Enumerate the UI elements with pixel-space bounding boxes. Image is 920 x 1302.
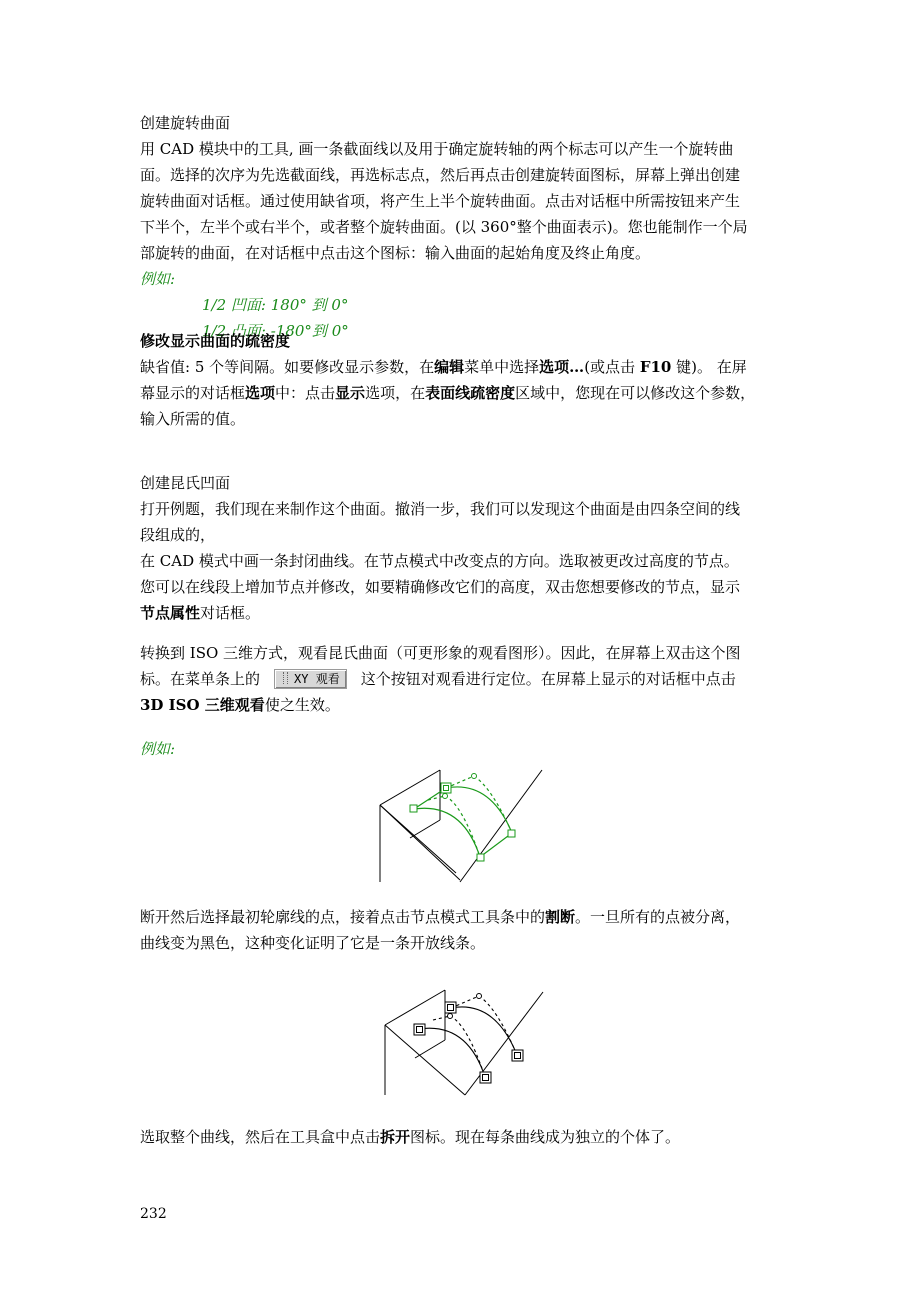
xy-view-button-label: XY 观看 bbox=[294, 672, 340, 686]
section-explode-curve bbox=[140, 1124, 785, 1150]
text: (或点击 bbox=[584, 358, 640, 376]
paragraph-line bbox=[140, 600, 785, 626]
text: 菜单中选择 bbox=[464, 358, 540, 376]
text: 缺省值: 5 个等间隔。如要修改显示参数，在 bbox=[140, 358, 435, 376]
green-curves bbox=[414, 776, 512, 857]
text: 这个按钮对观看进行定位。在屏幕上显示的对话框中点击 bbox=[360, 670, 736, 688]
section-title: 创建昆氏凹面 bbox=[140, 474, 231, 492]
example-concave: 1/2 凹面: 180° 到 0° bbox=[202, 296, 349, 314]
paragraph-line: 下半个，左半个或右半个，或者整个旋转曲面。(以 360°整个曲面表示)。您也能制作一个局 bbox=[140, 218, 748, 236]
paragraph-line: 部旋转的曲面，在对话框中点击这个图标：输入曲面的起始角度及终止角度。 bbox=[140, 244, 651, 262]
tool-explode: 拆开 bbox=[380, 1128, 411, 1146]
menu-name-edit: 编辑 bbox=[434, 358, 465, 376]
text: 。一旦所有的点被分离， bbox=[575, 908, 741, 926]
black-curves bbox=[419, 996, 517, 1077]
toolbar-grip-icon bbox=[283, 672, 288, 684]
paragraph-line: 曲线变为黑色，这种变化证明了它是一条开放线条。 bbox=[140, 934, 486, 952]
text: 选项，在 bbox=[365, 384, 426, 402]
paragraph-line: 旋转曲面对话框。通过使用缺省项，将产生上半个旋转曲面。点击对话框中所需按钮来产生 bbox=[140, 192, 741, 210]
paragraph-line bbox=[140, 666, 785, 692]
paragraph-line: 转换到 ISO 三维方式，观看昆氏曲面（可更形象的观看图形）。因此，在屏幕上双击这个图 bbox=[140, 644, 741, 662]
text: 对话框。 bbox=[200, 604, 261, 622]
paragraph-line: 用 CAD 模块中的工具, 画一条截面线以及用于确定旋转轴的两个标志可以产生一个旋转曲 bbox=[140, 140, 734, 158]
section-surface-density bbox=[140, 328, 785, 432]
section-title: 修改显示曲面的疏密度 bbox=[140, 332, 291, 350]
option-3d-iso-view: 3D ISO 三维观看 bbox=[140, 696, 265, 714]
section-title: 创建旋转曲面 bbox=[140, 114, 231, 132]
text: 标。在菜单条上的 bbox=[140, 670, 261, 688]
section-break-nodes bbox=[140, 904, 785, 956]
section-revolve-surface bbox=[140, 110, 785, 344]
paragraph-line: 段组成的， bbox=[140, 526, 216, 544]
menu-item-options: 选项… bbox=[539, 358, 585, 376]
dialog-name-node-properties: 节点属性 bbox=[140, 604, 201, 622]
page-number: 232 bbox=[140, 1206, 167, 1222]
xy-view-button[interactable] bbox=[274, 669, 347, 689]
example-convex: 1/2 凸面: -180°到 0° bbox=[202, 322, 349, 340]
text: 中：点击 bbox=[275, 384, 336, 402]
text: 使之生效。 bbox=[264, 696, 340, 714]
figure-coons-surface-green bbox=[370, 760, 550, 885]
paragraph-line bbox=[140, 692, 785, 718]
example-label: 例如: bbox=[140, 740, 176, 758]
example-label: 例如: bbox=[140, 270, 176, 288]
paragraph-line: 您可以在线段上增加节点并修改，如要精确修改它们的高度，双击您想要修改的节点，显示 bbox=[140, 578, 741, 596]
paragraph-line: 面。选择的次序为先选截面线，再选标志点，然后再点击创建旋转面图标，屏幕上弹出创建 bbox=[140, 166, 741, 184]
paragraph-line: 输入所需的值。 bbox=[140, 410, 246, 428]
iso-box-edges bbox=[385, 990, 543, 1095]
field-surface-line-density: 表面线疏密度 bbox=[425, 384, 516, 402]
paragraph-line bbox=[140, 904, 785, 930]
key-f10: F10 bbox=[639, 358, 672, 376]
paragraph-line bbox=[140, 1124, 785, 1150]
text: 区域中，您现在可以修改这个参数， bbox=[515, 384, 756, 402]
paragraph-line bbox=[140, 380, 785, 406]
dialog-name-options: 选项 bbox=[245, 384, 276, 402]
option-display: 显示 bbox=[335, 384, 366, 402]
section-coons-surface bbox=[140, 470, 785, 626]
text: 选取整个曲线，然后在工具盒中点击 bbox=[140, 1128, 381, 1146]
text: 断开然后选择最初轮廓线的点，接着点击节点模式工具条中的 bbox=[140, 908, 546, 926]
paragraph-line: 打开例题，我们现在来制作这个曲面。撤消一步，我们可以发现这个曲面是由四条空间的线 bbox=[140, 500, 741, 518]
text: 键)。 在屏 bbox=[671, 358, 747, 376]
text: 图标。现在每条曲线成为独立的个体了。 bbox=[410, 1128, 681, 1146]
section-iso-view bbox=[140, 640, 785, 762]
tool-cut: 割断 bbox=[545, 908, 576, 926]
paragraph-line: 在 CAD 模式中画一条封闭曲线。在节点模式中改变点的方向。选取被更改过高度的节点。 bbox=[140, 552, 739, 570]
paragraph-line bbox=[140, 354, 785, 380]
text: 幕显示的对话框 bbox=[140, 384, 246, 402]
figure-coons-surface-black bbox=[375, 980, 555, 1098]
